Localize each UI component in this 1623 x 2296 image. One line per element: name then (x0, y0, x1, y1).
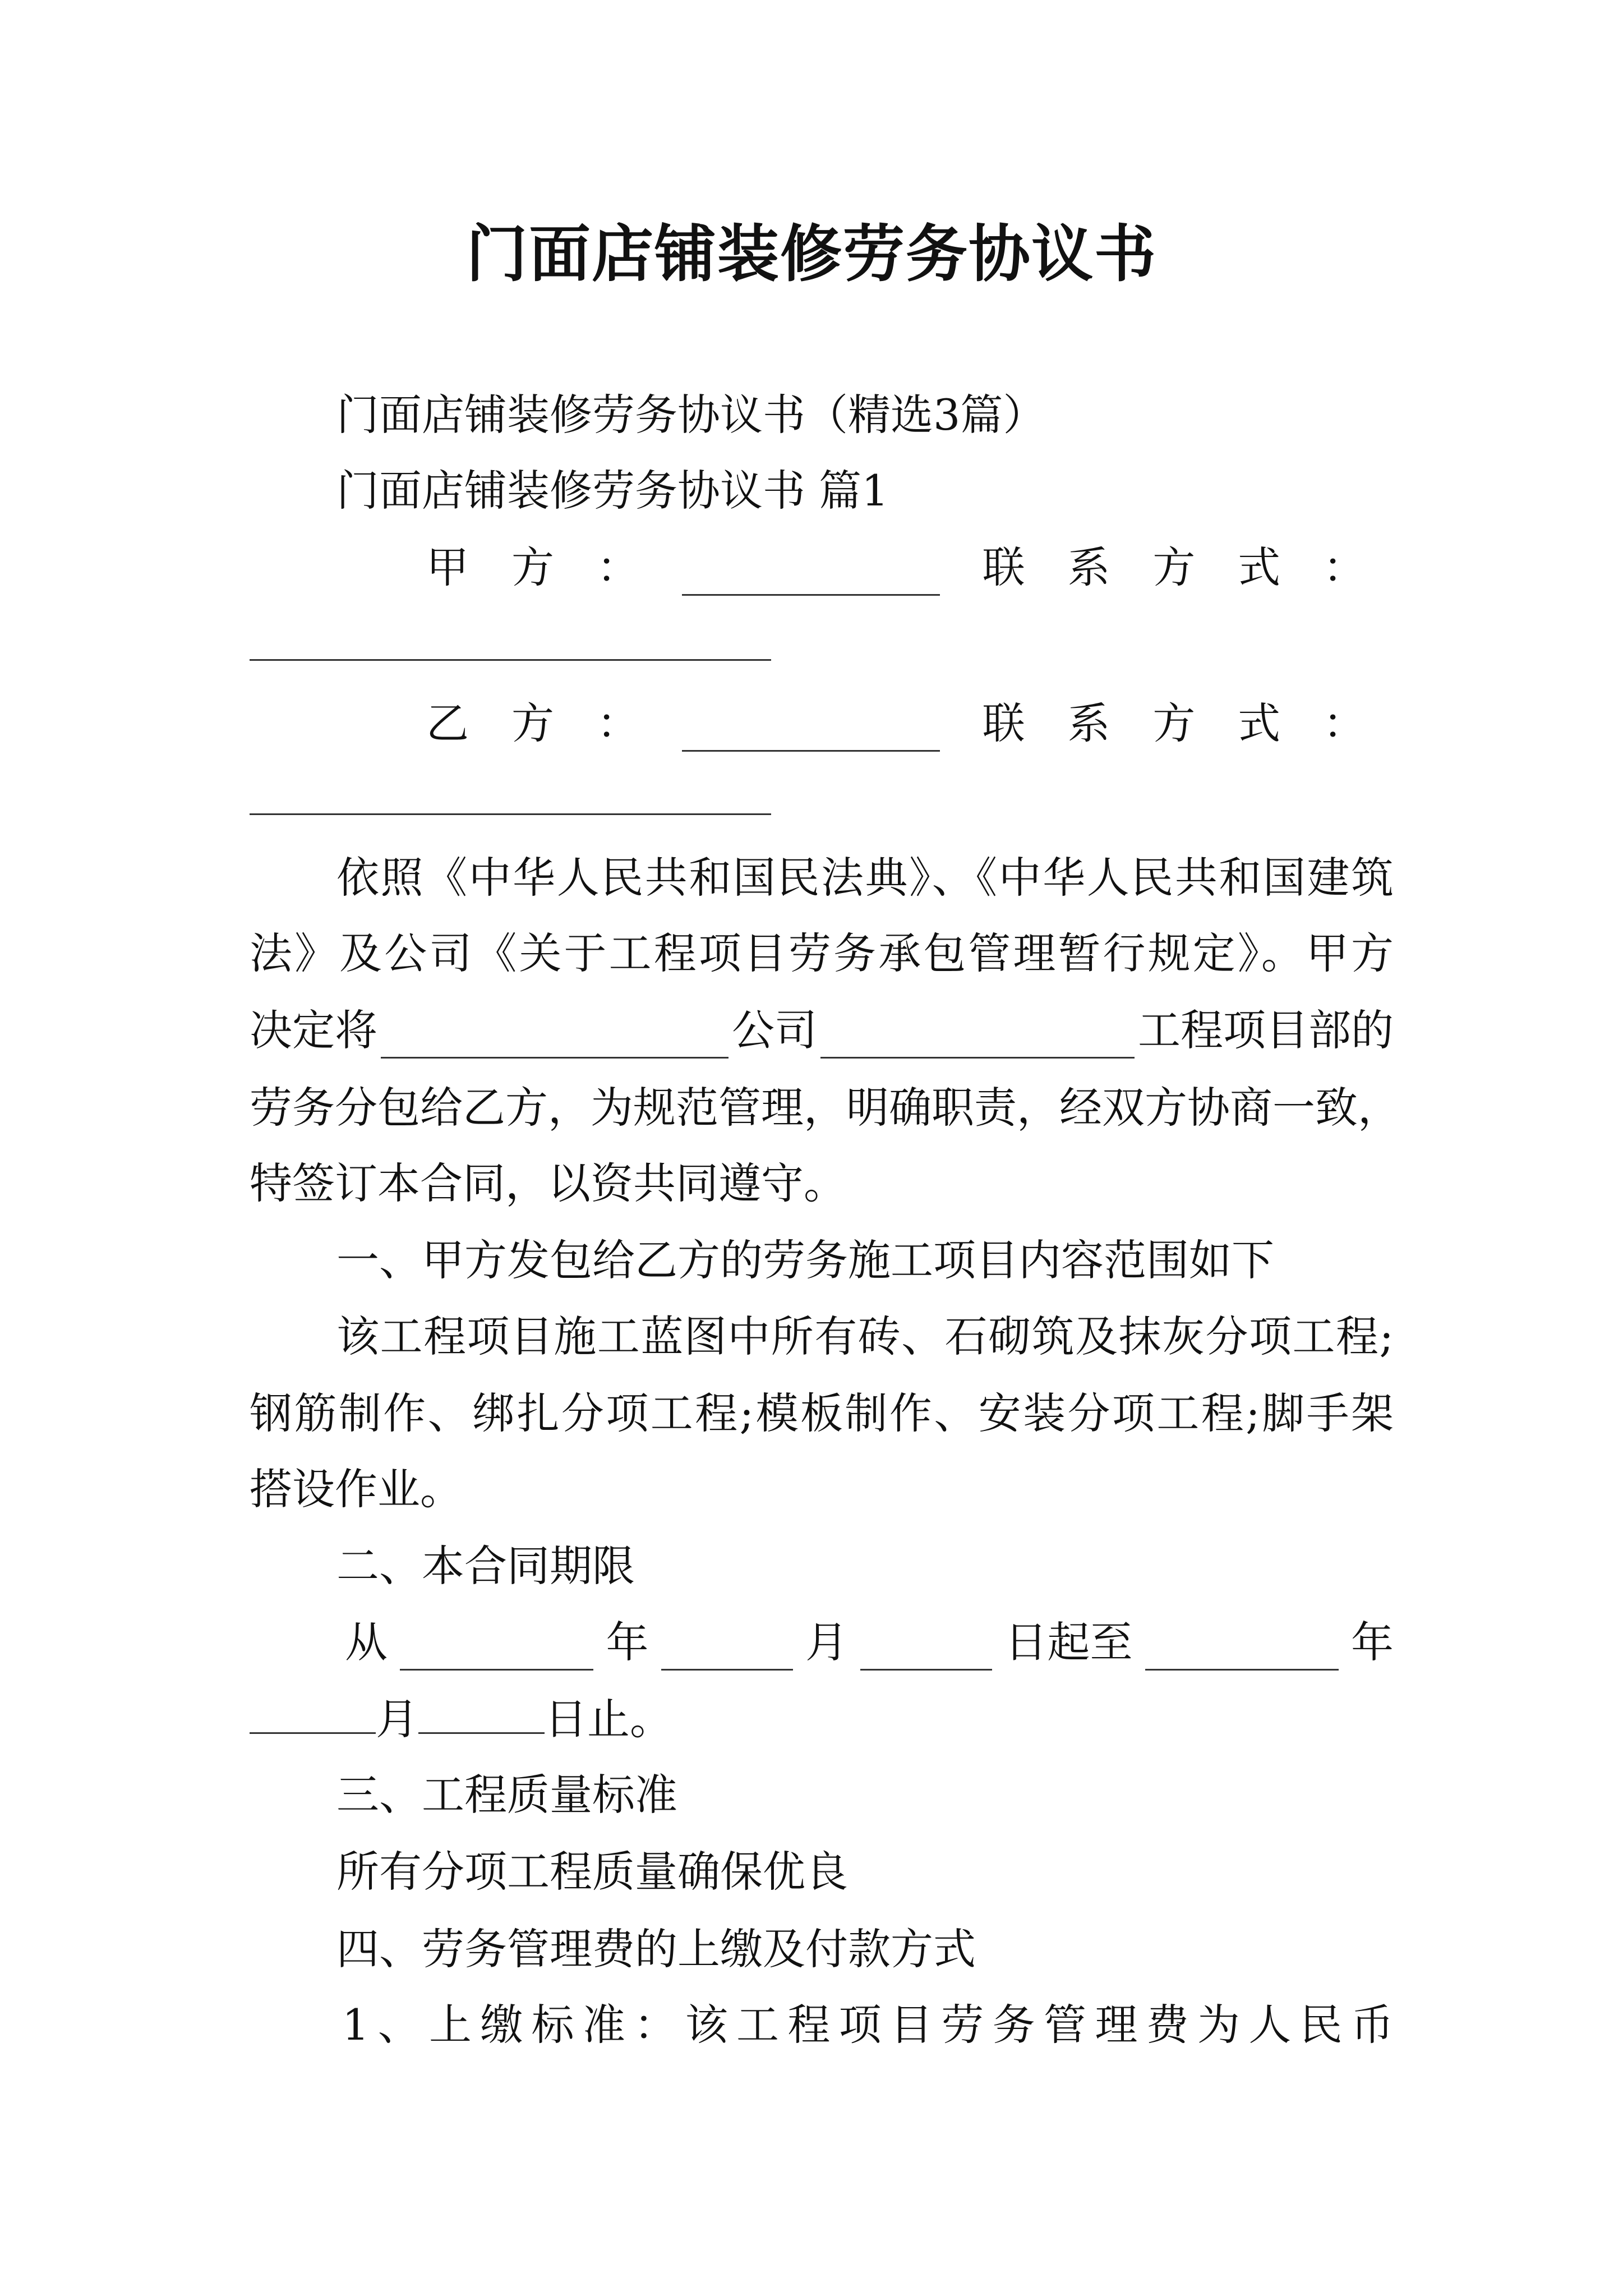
term-text: 年 (606, 1617, 649, 1667)
contact-char: 联 (982, 698, 1025, 748)
preamble-text: 决定将 (250, 1005, 377, 1055)
party-a-contact-blank (250, 659, 771, 661)
term-text: 年 (1351, 1617, 1394, 1667)
term-text: 日起至 (1004, 1617, 1133, 1667)
term-text: 从 (345, 1617, 388, 1667)
company-blank (381, 1020, 728, 1059)
contact-char: 方 (1152, 542, 1196, 592)
start-year-blank (400, 1632, 593, 1671)
preamble-text: 公司 (732, 1005, 817, 1055)
document-title: 门面店铺装修劳务协议书 (466, 218, 1157, 290)
term-row (345, 1614, 1394, 1671)
section-text: 1、上缴标准：该工程项目劳务管理费为人民币 (342, 2000, 1394, 2050)
party-b-name-blank (682, 713, 940, 752)
contact-char: 式 (1238, 698, 1281, 748)
term-text: 日止。 (545, 1694, 672, 1744)
party-a-row (426, 540, 1366, 596)
term-text: 月 (805, 1617, 848, 1667)
section-heading: 二、本合同期限 (336, 1541, 635, 1591)
party-b-row (426, 696, 1366, 752)
section-heading: 四、劳务管理费的上缴及付款方式 (336, 1924, 976, 1974)
end-month-blank (250, 1695, 376, 1734)
party-a-label: 甲 方 ： (426, 542, 639, 592)
start-day-blank (860, 1632, 992, 1671)
preamble-line: 特签订本合同，以资共同遵守。 (250, 1158, 846, 1208)
project-blank (820, 1020, 1135, 1059)
preamble-line: 法》及公司《关于工程项目劳务承包管理暂行规定》。甲方 (250, 928, 1394, 978)
preamble-line: 依照《中华人民共和国民法典》、《中华人民共和国建筑 (336, 853, 1394, 903)
section-text: 所有分项工程质量确保优良 (336, 1847, 848, 1897)
term-text: 月 (376, 1694, 418, 1744)
section-text: 该工程项目施工蓝图中所有砖、石砌筑及抹灰分项工程; (336, 1312, 1394, 1361)
contact-char: 系 (1067, 698, 1110, 748)
contact-char: 方 (1152, 698, 1196, 748)
contact-char: 式 (1238, 542, 1281, 592)
start-month-blank (661, 1632, 793, 1671)
contact-char: 系 (1067, 542, 1110, 592)
section-text: 钢筋制作、绑扎分项工程;模板制作、安装分项工程;脚手架 (250, 1388, 1394, 1438)
part-heading: 门面店铺装修劳务协议书 篇1 (336, 466, 889, 516)
section-text: 搭设作业。 (250, 1464, 463, 1514)
section-heading: 一、甲方发包给乙方的劳务施工项目内容范围如下 (336, 1235, 1274, 1285)
preamble-line: 劳务分包给乙方，为规范管理，明确职责，经双方协商一致， (250, 1083, 1400, 1133)
subtitle: 门面店铺装修劳务协议书（精选3篇） (336, 390, 1046, 440)
end-day-blank (418, 1695, 545, 1734)
contact-char: 联 (982, 542, 1025, 592)
party-a-name-blank (682, 557, 940, 596)
end-year-blank (1145, 1632, 1339, 1671)
preamble-line-blanks (250, 1002, 1394, 1059)
section-heading: 三、工程质量标准 (336, 1770, 677, 1820)
term-row-2 (250, 1691, 1394, 1747)
party-b-label: 乙 方 ： (426, 698, 639, 748)
party-b-contact-blank (250, 813, 771, 815)
contact-char: ： (1322, 698, 1366, 748)
contact-char: ： (1322, 542, 1366, 592)
preamble-text: 工程项目部的 (1138, 1005, 1394, 1055)
